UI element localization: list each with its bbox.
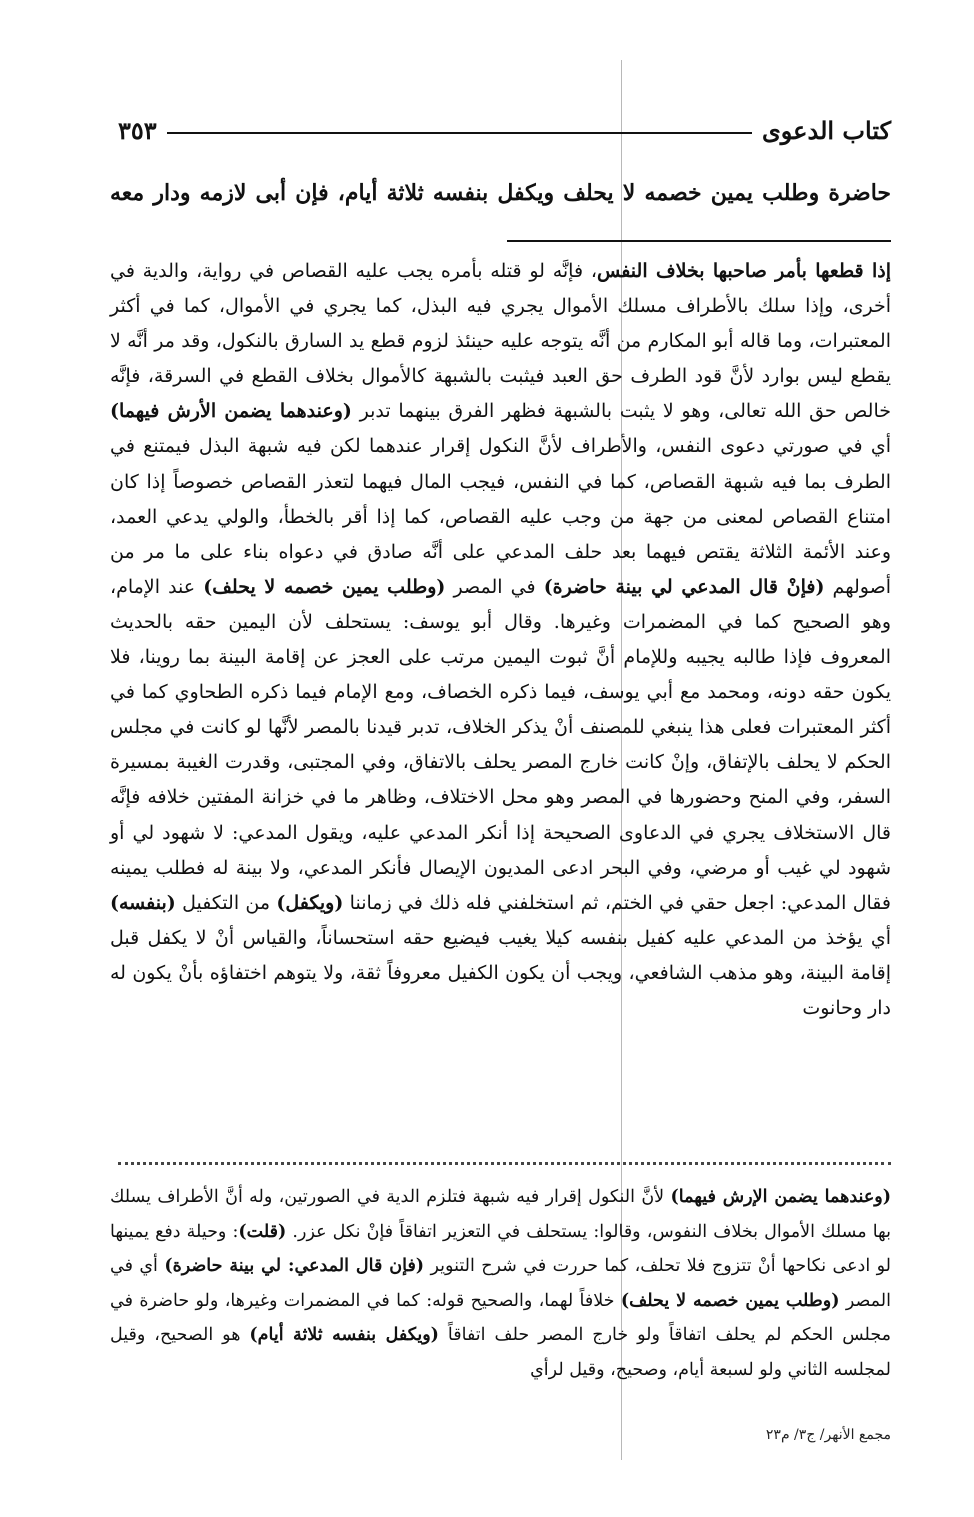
body-text: أي يؤخذ من المدعي عليه كفيل بنفسه كيلا يغيب فيضيع حقه استحساناً، والقياس أنْ لا يكفل قبل إقامة البينة، وهو مذهب الشافعي، ويجب أن يكون الكفيل معروفاً ثقة، ولا يتوهم اختفاؤه بأنْ يكون له دار وحانوت [110, 926, 891, 1019]
body-bold-phrase: (وطلب يمين خصمه لا يحلف) [203, 575, 446, 598]
body-bold-phrase: إذا قطعها بأمر صاحبها بخلاف النفس [596, 260, 891, 282]
hashiya-footnote [110, 1180, 891, 1387]
footnote-bold-phrase: (فإن قال المدعي: لي بينة حاضرة) [164, 1256, 425, 1276]
footnote-text: لأنَّ النكول إقرار فيه شبهة فتلزم الدية في الصورتين، وله أنَّ الأطراف يسلك بها مسلك الأموال بخلاف النفوس، وقالوا: يستحلف في التعزير اتفاقاً فإنْ نكل عزر. [110, 1187, 891, 1242]
footnote-text: أي في المصر [110, 1256, 891, 1311]
body-text: أي في صورتي دعوى النفس، والأطراف لأنَّ النكول إقرار عندهما لكن فيه شبهة البذل فيمتنع في الطرف بما فيه شبهة القصاص، كما في النفس، فيجب المال فيهما لتعذر القصاص خصوصاً إذا كان امتناع القصاص لمعنى من جهة من وجب عليه القصاص، كما إذا أقر بالخطأ، والولي يدعي العمد، وعند الأئمة الثلاثة يقتص فيهما بعد حلف المدعي على أنَّه صادق في دعواه بناء على ما مر من أصولهم [110, 435, 891, 598]
page-number: ٣٥٣ [118, 115, 157, 145]
running-header [118, 110, 891, 150]
header-rule [167, 132, 752, 134]
footnote-bold-phrase: (وعندهما يضمن الإرش فيهما) [670, 1187, 891, 1207]
body-text: من التكفيل [175, 891, 277, 914]
body-bold-phrase: (وعندهما يضمن الأرش فيهما) [110, 400, 352, 423]
footnote-text: هو الصحيح، وقيل لمجلسه الثاني ولو لسبعة أيام، وصحيح، وقيل لرأي [110, 1325, 891, 1380]
body-text: عند الإمام، وهو الصحيح كما في المضمرات وغيرها. وقال أبو يوسف: يستحلف لأن اليمين حقه بالحديث المعروف فإذا طالبه يجيبه وللإمام أنَّ ثبوت اليمين مرتب على العجز عن إقامة البينة بما روينا، فلا يكون حقه دونه، ومحمد مع أبي يوسف، فيما ذكره الخصاف، ومع الإمام فيما ذكره الطحاوي كما في أكثر المعتبرات فعلى هذا ينبغي للمصنف أنْ يذكر الخلاف، تدبر قيدنا بالمصر لأنَّها لو كانت في مجلس الحكم لا يحلف بالإتفاق، وإنْ كانت خارج المصر يحلف بالاتفاق، وفي المجتبى، وقدرت الغيبة بمسيرة السفر، وفي المنح وحضورها في المصر وهو محل الاختلاف، وظاهر ما في خزانة المفتين خلافه فإنَّه قال الاستخلاف يجري في الدعاوى الصحيحة إذا أنكر المدعي عليه، ويقول المدعي: لا شهود لي أو شهود لي غيب أو مرضي، وفي البحر ادعى المديون الإيصال فأنكر المدعي، ولا بينة له فطلب يمينه فقال المدعي: اجعل حقي في الختم، ثم استخلفني فله ذلك في زماننا [110, 575, 891, 914]
body-text: في المصر [445, 575, 544, 598]
footnote-bold-phrase: (وطلب يمين خصمه لا يحلف) [620, 1290, 840, 1311]
signature-mark: مجمع الأنهر/ ج٣/ م٢٣ [765, 1427, 891, 1443]
body-bold-phrase: (بنفسه) [110, 891, 176, 914]
body-bold-phrase: (فإنْ قال المدعي لي بينة حاضرة) [543, 575, 825, 598]
footnote-bold-phrase: (قلت) [238, 1221, 287, 1242]
footnote-text: : وحيلة دفع يمينها لو ادعى نكاحها أنْ تتزوج فلا تحلف، كما حررت في شرح التنوير [110, 1221, 891, 1276]
commentary-body [110, 254, 891, 1026]
footnote-text: خلافاً لهما، والصحيح قوله: كما في المضمرات وغيرها، ولو حاضرة في مجلس الحكم لم يحلف اتفاقاً ولو خارج المصر حلف اتفاقاً [110, 1290, 891, 1345]
body-text: ، فإنَّه لو قتله بأمره يجب عليه القصاص في رواية، والدية في أخرى، وإذا سلك بالأطراف مسلك الأموال يجري فيه البذل، كما يجري في الأموال، كما في أكثر المعتبرات، وما قاله أبو المكارم من أنَّه يتوجه عليه حينئذ لزوم قطع يد السارق بالنكول، وقد مر أنَّه لا يقطع ليس بوارد لأنَّ قود الطرف حق العبد فيثبت بالشبهة كالأموال بخلاف القطع في السرقة، فإنَّه خالص حق الله تعالى، وهو لا يثبت بالشبهة فظهر الفرق بينهما تدبر [110, 260, 891, 423]
footnote-separator [118, 1162, 891, 1165]
footnote-bold-phrase: (ويكفل بنفسه ثلاثة أيام) [249, 1325, 439, 1345]
chapter-title: كتاب الدعوى [761, 115, 891, 145]
matn-separator-rule [507, 240, 891, 242]
body-bold-phrase: (ويكفل) [276, 891, 344, 914]
matn-line: حاضرة وطلب يمين خصمه لا يحلف ويكفل بنفسه ثلاثة أيام، فإن أبى لازمه ودار معه [110, 180, 891, 206]
